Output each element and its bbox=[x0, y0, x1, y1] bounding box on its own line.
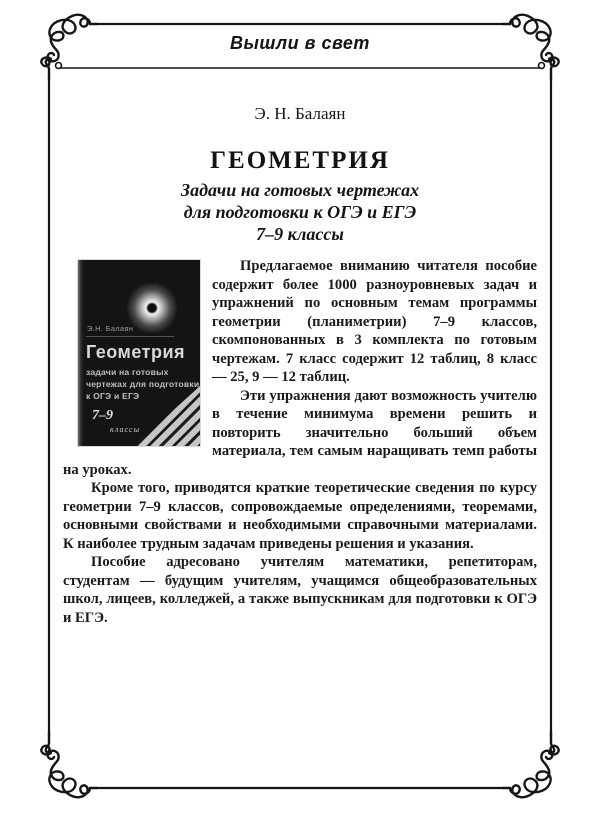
book-cover-image bbox=[78, 260, 200, 446]
corner-flourish-icon bbox=[41, 732, 97, 797]
cover-subtitle-line1: задачи на готовых bbox=[86, 367, 169, 377]
book-title: ГЕОМЕТРИЯ bbox=[210, 147, 390, 174]
paragraph-4: Пособие адресовано учителям математики, репетиторам, студентам — будущим учителям, учащимся общеобразовательных школ, лицеев, колледжей, а также выпускникам для подготовки к ОГЭ и ЕГЭ. bbox=[63, 554, 537, 626]
cover-author: Э.Н. Балаян bbox=[87, 324, 134, 333]
cover-grade-word: классы bbox=[110, 425, 141, 434]
cover-subtitle-line3: к ОГЭ и ЕГЭ bbox=[86, 391, 140, 401]
book-subtitle-line2: для подготовки к ОГЭ и ЕГЭ bbox=[183, 202, 417, 222]
cover-grade: 7–9 bbox=[92, 408, 113, 423]
rule-curl-icon bbox=[539, 63, 545, 69]
page-header-title: Вышли в свет bbox=[230, 33, 370, 53]
paragraph-1: Предлагаемое вниманию читателя пособие содержит более 1000 разноуровневых задач и упражнений по основным темам программы геометрии (планиметрии) 7–9 классов, скомпонованных в 3 комплекта по готовым чертежам. 7 класс содержит 12 таблиц, 8 класс — 25, 9 — 12 таблиц. bbox=[212, 258, 537, 385]
book-subtitle-line1: Задачи на готовых чертежах bbox=[180, 180, 420, 200]
cover-title: Геометрия bbox=[86, 342, 186, 362]
corner-flourish-icon bbox=[503, 732, 559, 797]
author-name: Э. Н. Балаян bbox=[254, 104, 346, 123]
paragraph-2: Эти упражнения дают возможность учителю в течение минимума времени решить и повторить значительно больший объем материала, тем самым наращивать темп работы на уроках. bbox=[63, 387, 537, 478]
cover-divider bbox=[86, 336, 174, 337]
announcement-body bbox=[63, 257, 537, 627]
cover-subtitle-line2: чертежах для подготовки bbox=[86, 379, 200, 389]
book-subtitle-grades: 7–9 классы bbox=[256, 224, 344, 244]
rule-curl-icon bbox=[56, 63, 62, 69]
paragraph-3: Кроме того, приводятся краткие теоретические сведения по курсу геометрии 7–9 классов, сопровождаемые определениями, теоремами, основными свойствами и необходимыми справочными материалами. К наиболее трудным задачам приведены решения и указания. bbox=[63, 480, 537, 552]
cover-corner-stripes-icon bbox=[134, 386, 200, 446]
